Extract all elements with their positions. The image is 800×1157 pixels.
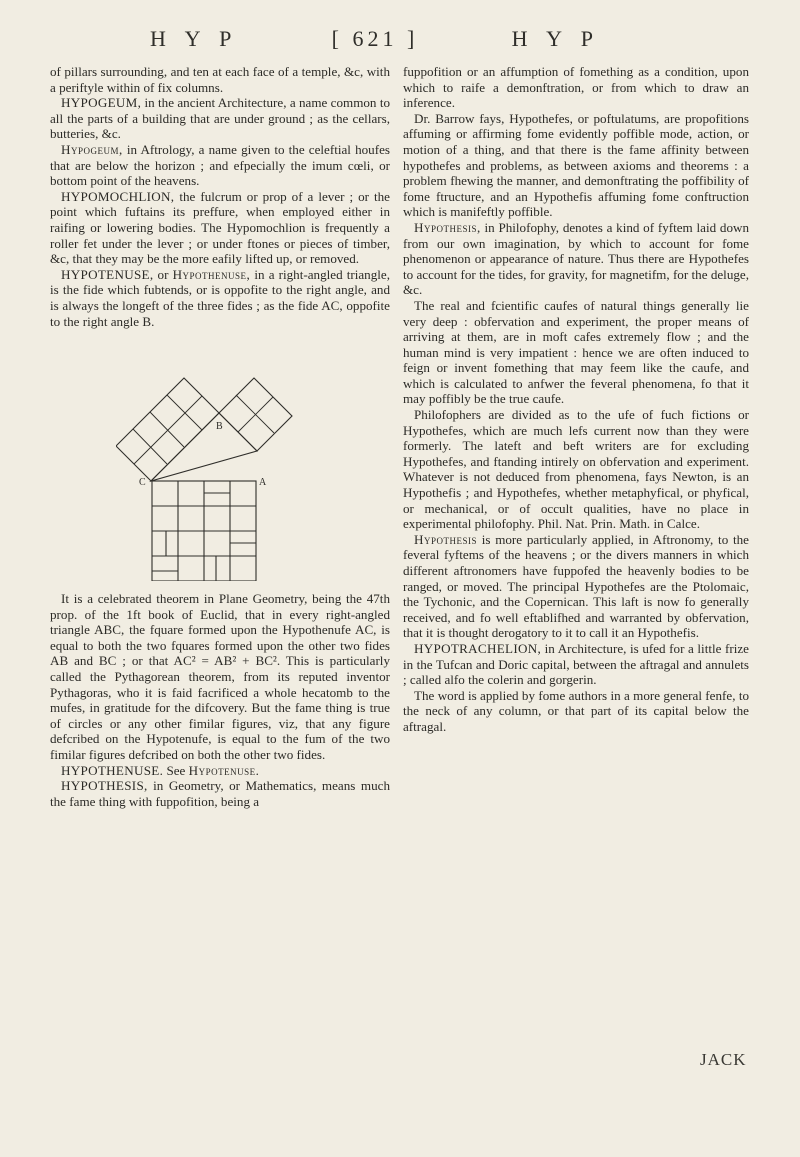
headword: HYPOGEUM, [61,95,142,111]
entry-hypotenuse [50,267,390,329]
entry-hypogeum [50,95,390,142]
entry-text: the fulcrum or prop of a lever ; or the point which fuftains its preffure, when employed either in raifing or lowering bodies. The Hypomochlion is frequently a roller fet under the lever ; or under ftones or pieces of timber, &c, that they may be the more eafily lifted up, or removed. [50,188,390,267]
running-header [150,22,600,56]
paragraph-text: The real and fcientific caufes of natural things generally lie very deep : obfervation and experiment, the proper means of arriving at them, are in moft cafes extremely flow ; and the human mind is very impatient : hence we are often induced to feign or invent fomething that may feem like the caufe, and which is calculated to anfwer the feveral phenomena, fo that it may poffibly be the true caufe. [403,297,749,407]
headword: HYPOTHENUSE. [61,762,164,778]
entry-hypogeum-astrology [50,142,390,189]
left-column [50,64,390,809]
header-left: H Y P [150,26,239,51]
label-a: A [259,477,267,489]
paragraph [403,111,749,220]
right-column [403,64,749,735]
entry-text: See [163,762,189,778]
header-right: H Y P [511,26,600,51]
paragraph [403,64,749,111]
entry-hypothesis-philosophy [403,220,749,298]
hypotenuse-square [152,481,256,581]
pythagorean-diagram [116,333,316,581]
headword: Hypothesis, [414,219,481,235]
paragraph [403,688,749,735]
headword-variant: Hypothenuse, [172,266,251,282]
triangle-abc [151,413,257,481]
entry-hypomochlion [50,189,390,267]
page-number: [ 621 ] [331,26,419,51]
headword: Hypogeum, [61,141,123,157]
headword: HYPOTRACHELION, [414,640,542,656]
entry-text: in Geometry, or Mathematics, means much the fame thing with fuppofition, being a [50,778,390,809]
entry-text: in Aftrology, a name given to the celeftial houfes that are below the horizon ; and efpecially the imum cœli, or bottom point of the heavens. [50,141,390,189]
headword: HYPOTHESIS, [61,778,148,794]
paragraph [403,407,749,532]
paragraph-text: fuppofition or an affumption of fomething as a condition, upon which to raife a demonftration, or from which to draw an inference. [403,64,749,111]
catchword: JACK [700,1050,747,1069]
entry-hypothenuse [50,763,390,779]
entry-text: is more particularly applied, in Aftronomy, to the feveral fyftems of the heavens ; or the divers manners in which different aftronomers have fuppofed the heavenly bodies to be ranged, or moved. The principal Hypothefes are the Ptolomaic, the Tychonic, and the Copernican. This laft is now fo generally received, and fo well eftablifhed and warranted by obfervation, that it is thought derogatory to it to call it an Hypothefis. [403,531,749,641]
paragraph-text: Dr. Barrow fays, Hypothefes, or poftulatums, are propofitions affuming or affirming fome evidently poffible mode, action, or motion of a thing, and that there is the fame affinity between hypothefes and problems, as between axioms and theorems : a problem fhewing the manner, and demonftrating the poffibility of fome ftructure, and an Hypothefis affuming fome conftruction which is manifeftly poffible. [403,110,749,220]
entry-text: in the ancient Architecture, a name common to all the parts of a building that are under ground ; as the cellars, butteries, &c. [50,95,390,142]
paragraph [50,64,390,95]
entry-hypothesis-astronomy [403,532,749,641]
label-c: C [139,477,146,489]
paragraph-text: Philofophers are divided as to the ufe of fuch fictions or Hypothefes, which are much lefs current now than they were formerly. The lateft and beft writers are for excluding Hypothefes, and ftanding intirely on obfervation and experiment. Whatever is not deduced from phenomena, fays Newton, is an Hypothefis ; and Hypothefes, whether metaphyfical, or phyfical, or mechanical, or of occult qualities, have no place in experimental philofophy. Phil. Nat. Prin. Math. in Calce. [403,407,749,532]
entry-hypotrachelion [403,641,749,688]
paragraph-text: It is a celebrated theorem in Plane Geometry, being the 47th prop. of the 1ft book of Euclid, that in every right-angled triangle ABC, the fquare formed upon the Hypothenufe AC, is equal to both the two fquares formed upon the other two fides AB and BC ; or that AC² = AB² + BC². This is particularly called the Pythagorean theorem, from its reputed inventor Pythagoras, who it is faid facrificed a whole hecatomb to the mufes, in gratitude for the difcovery. But the fame thing is true of circles or any other fimilar figures, viz, that any figure defcribed on the Hypotenufe, is equal to the fum of the two fimilar figures defcribed on both the other two fides. [50,591,390,763]
entry-text: or [153,266,173,282]
headword: Hypothesis [414,531,477,547]
paragraph-text: of pillars surrounding, and ten at each face of a temple, &c, with a periftyle within of fix columns. [50,64,390,95]
headword: HYPOMOCHLION, [61,188,175,204]
cross-reference: Hypotenuse. [188,762,260,778]
headword: HYPOTENUSE, [61,266,154,282]
paragraph-pythagorean-theorem [50,591,390,763]
entry-text: in a right-angled triangle, is the fide which fubtends, or is oppofite to the right angle, and is always the longeft of the three fides ; as the fide AC, oppofite to the right angle B. [50,266,390,329]
paragraph-text: The word is applied by fome authors in a more general fenfe, to the neck of any column, or that part of its capital below the aftragal. [403,687,749,734]
entry-text: in Architecture, is ufed for a little frize in the Tufcan and Doric capital, between the aftragal and annulets ; called alfo the colerin and gorgerin. [403,640,749,688]
entry-hypothesis [50,778,390,809]
pythagorean-figure [116,333,390,581]
entry-text: in Philofophy, denotes a kind of fyftem laid down from our own imagination, by which to account for fome phenomenon or appearance of nature. Thus there are Hypothefes to account for the tides, for gravity, for magnetifm, for the deluge, &c. [403,219,749,298]
label-b: B [216,421,223,433]
paragraph [403,298,749,407]
